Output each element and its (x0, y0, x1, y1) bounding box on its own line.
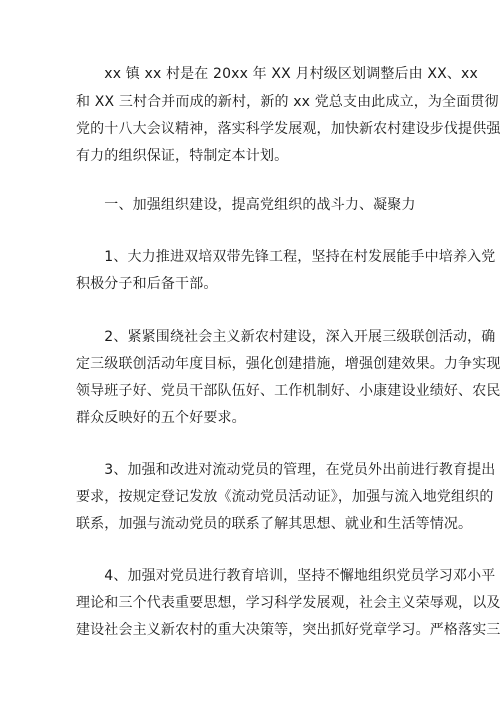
paragraph-5-line-2: 理论和三个代表重要思想，学习科学发展观，社会主义荣辱观，以及 (76, 595, 500, 611)
paragraph-5-line-3: 建设社会主义新农村的重大决策等，突出抓好党章学习。严格落实三 (76, 622, 500, 638)
paragraph-2-line-1: 1、大力推进双培双带先锋工程，坚持在村发展能手中培养入党 (76, 249, 496, 265)
paragraph-1-line-4: 有力的组织保证，特制定本计划。 (76, 148, 289, 164)
paragraph-4-line-1: 3、加强和改进对流动党员的管理，在党员外出前进行教育提出 (76, 462, 496, 478)
paragraph-4-line-3: 联系，加强与流动党员的联系了解其思想、就业和生活等情况。 (76, 516, 473, 532)
paragraph-1-line-2: 和 XX 三村合并而成的新村，新的 xx 党总支由此成立，为全面贯彻 (76, 94, 499, 110)
paragraph-1-line-3: 党的十八大会议精神，落实科学发展观，加快新农村建设步伐提供强 (76, 121, 500, 137)
paragraph-1-line-1: xx 镇 xx 村是在 20xx 年 XX 月村级区划调整后由 XX、xx (76, 66, 478, 82)
paragraph-3-line-4: 群众反映好的五个好要求。 (76, 410, 246, 426)
paragraph-3-line-1: 2、紧紧围绕社会主义新农村建设，深入开展三级联创活动，确 (76, 329, 496, 345)
paragraph-4-line-2: 要求，按规定登记发放《流动党员活动证》，加强与流入地党组织的 (76, 489, 494, 505)
section-heading-1: 一、加强组织建设，提高党组织的战斗力、凝聚力 (76, 197, 416, 213)
paragraph-3-line-2: 定三级联创活动年度目标，强化创建措施，增强创建效果。力争实现 (76, 356, 500, 372)
paragraph-3-line-3: 领导班子好、党员干部队伍好、工作机制好、小康建设业绩好、农民 (76, 383, 500, 399)
paragraph-5-line-1: 4、加强对党员进行教育培训，坚持不懈地组织党员学习邓小平 (76, 568, 496, 584)
paragraph-2-line-2: 积极分子和后备干部。 (76, 276, 218, 292)
